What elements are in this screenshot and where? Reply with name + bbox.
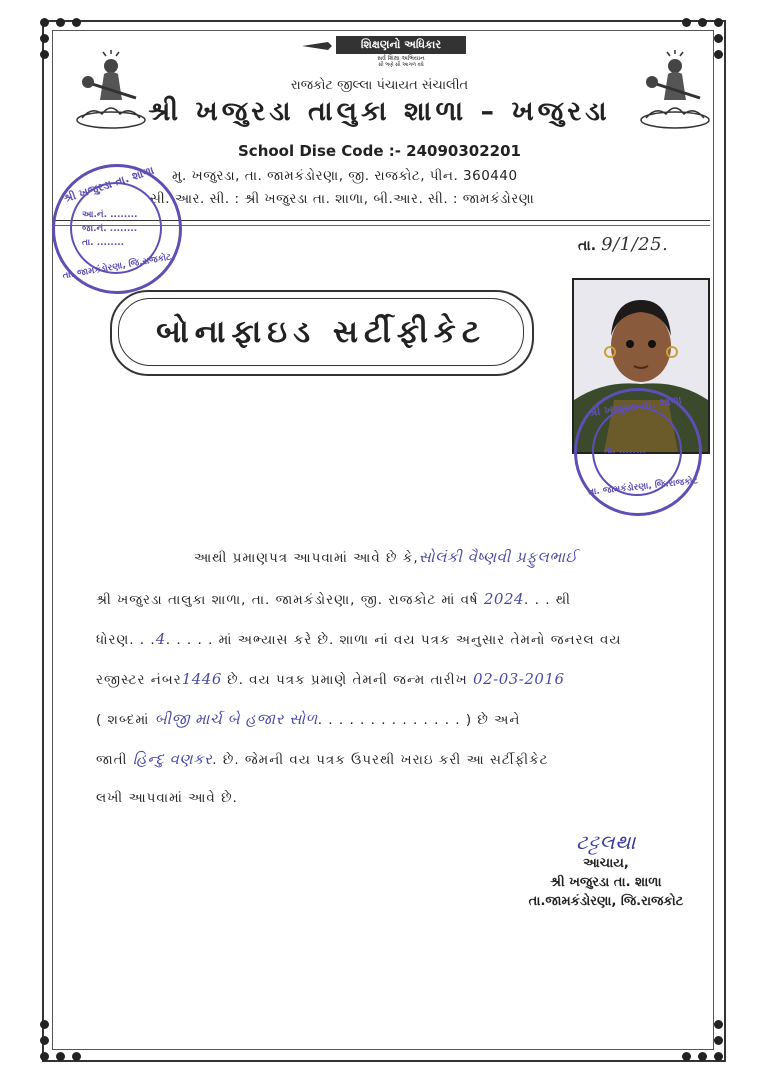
body-line-2-text: શ્રી ખજુરડા તાલુકા શાળા, તા. જામકંડોરણા, જી. રાજકોટ માં વર્ષ (96, 592, 479, 608)
stamp-bottom-text: તા. જામકંડોરણા, જિ.રાજકોટ (61, 252, 173, 282)
logo-banner: શિક્ષણનો અધિકાર (336, 36, 466, 54)
date-value: 9/1/25. (601, 234, 669, 255)
signature-school: શ્રી ખજુરડા તા. શાળા (550, 875, 662, 890)
principal-signature: ટટ્ટલથા (576, 830, 636, 854)
body-line-2-end: . . . થી (524, 592, 572, 608)
academic-year: 2024 (483, 590, 525, 608)
stamp-line-3: તા. ........ (82, 238, 125, 248)
body-line-1 (194, 548, 577, 566)
caste: હિન્દુ વણકર (132, 750, 213, 768)
dise-code: School Dise Code :- 24090302201 (238, 142, 521, 160)
body-line-5 (96, 710, 520, 728)
body-line-5-end: . . . . . . . . . . . . . . ) છે અને (317, 712, 521, 728)
signature-place: તા.જામકંડોરણા, જિ.રાજકોટ (528, 894, 684, 909)
body-line-3 (96, 630, 622, 648)
body-line-6 (96, 750, 549, 768)
photo-stamp-top-text: શ્રી ખજુરડા તા. શાળા (587, 393, 683, 420)
stamp-line-2: જા.નં. ........ (82, 224, 138, 234)
certificate-title: બોનાફાઇડ સર્ટીફીકેટ (118, 298, 524, 366)
body-line-3-text: . . . . . માં અભ્યાસ કરે છે. શાળા નાં વય પત્રક અનુસાર તેમનો જનરલ વય (165, 632, 622, 648)
student-name: સોલંકી વૈષ્ણવી પ્રફુલભાઈ (418, 548, 578, 566)
photo-stamp-line-3: તા. ........ (604, 446, 647, 456)
body-line-5-start: ( શબ્દમાં (96, 712, 150, 728)
body-line-7: લખી આપવામાં આવે છે. (96, 790, 238, 806)
body-line-2 (96, 590, 571, 608)
body-line-1-text: આથી પ્રમાણપત્ર આપવામાં આવે છે કે, (194, 550, 419, 566)
birth-date-words: બીજી માર્ચ બે હજાર સોળ (154, 710, 318, 728)
school-stamp-photo (574, 388, 702, 516)
standard: 4 (155, 630, 166, 648)
signature-role: આચાય, (583, 856, 629, 871)
birth-date: 02-03-2016 (473, 670, 565, 688)
address-line-1: મુ. ખજુરડા, તા. જામકંડોરણા, જી. રાજકોટ, પીન. 360440 (172, 168, 518, 184)
body-line-4 (96, 670, 565, 688)
stamp-top-text: શ્રી ખજુરડા તા. શાળા (62, 163, 156, 206)
school-title: શ્રી ખજુરડા તાલુકા શાળા – ખજુરડા (148, 96, 611, 127)
logo-subtitle: સર્વ શિક્ષા અભિયાન (377, 55, 425, 62)
address-line-2: સી. આર. સી. : શ્રી ખજુરડા તા. શાળા, બી.આર. સી. : જામકંડોરણા (150, 191, 535, 207)
body-line-6-end: . છે. જેમની વય પત્રક ઉપરથી ખરાઇ કરી આ સર્ટીફીકેટ (212, 752, 549, 768)
body-line-3-start: ધોરણ. . . (96, 632, 156, 648)
date-label: તા. (578, 238, 597, 254)
logo-tagline: સૌ ભણે સૌ આગળ વધે (378, 62, 424, 68)
body-line-6-start: જાતી (96, 752, 128, 768)
school-stamp-header (52, 164, 182, 294)
shikshan-logo (300, 36, 470, 68)
body-line-4-mid: છે. વય પત્રક પ્રમાણે તેમની જન્મ તારીખ (221, 672, 468, 688)
stamp-line-1: આ.નં. ........ (82, 210, 138, 220)
date-field (578, 234, 668, 255)
signature-block (516, 830, 696, 909)
photo-stamp-bottom-text: તા. જામકંડોરણા, જિ.રાજકોટ (587, 476, 699, 498)
pencil-icon (300, 38, 334, 54)
org-name: રાજકોટ જીલ્લા પંચાયત સંચાલીત (290, 78, 469, 93)
corner-ornament-bottom-right (668, 1006, 728, 1066)
corner-ornament-bottom-left (36, 1006, 96, 1066)
body-line-4-start: રજીસ્ટર નંબર (96, 672, 182, 688)
register-number: 1446 (181, 670, 222, 688)
